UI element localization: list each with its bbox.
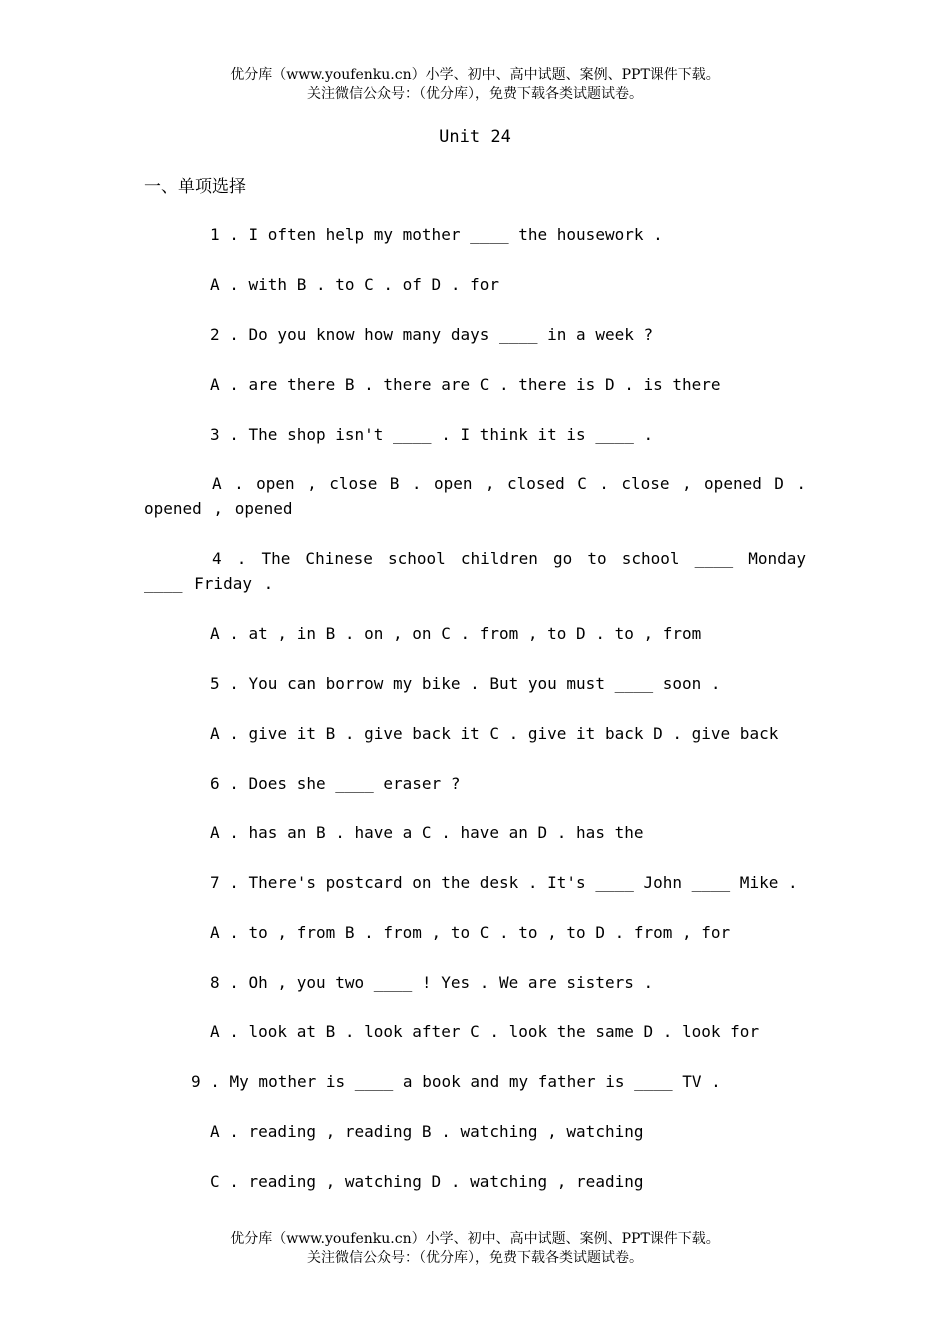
unit-title: Unit 24 xyxy=(439,127,511,147)
question-8: 8 . Oh , you two ____ ! Yes . We are sisters . xyxy=(210,973,654,992)
header-line-2: 关注微信公众号：（优分库），免费下载各类试题试卷。 xyxy=(307,86,643,102)
question-9: 9 . My mother is ____ a book and my father is ____ TV . xyxy=(191,1072,721,1091)
question-3: 3 . The shop isn't ____ . I think it is ____ . xyxy=(210,425,654,444)
question-2: 2 . Do you know how many days ____ in a week ? xyxy=(210,325,654,344)
options-1: A . with B . to C . of D . for xyxy=(210,275,499,294)
question-5: 5 . You can borrow my bike . But you must ____ soon . xyxy=(210,674,721,693)
question-7: 7 . There's postcard on the desk . It's ____ John ____ Mike . xyxy=(210,873,798,892)
question-6: 6 . Does she ____ eraser ? xyxy=(210,774,461,793)
options-9: A . reading , reading B . watching , watching xyxy=(210,1122,644,1141)
footer-line-1: 优分库（www.youfenku.cn）小学、初中、高中试题、案例、PPT课件下载。 xyxy=(230,1231,720,1247)
footer-line-2: 关注微信公众号：（优分库），免费下载各类试题试卷。 xyxy=(307,1250,643,1266)
header-line-1: 优分库（www.youfenku.cn）小学、初中、高中试题、案例、PPT课件下载。 xyxy=(230,67,720,83)
options-6: A . has an B . have a C . have an D . has the xyxy=(210,823,644,842)
question-4: 4 . The Chinese school children go to school ____ Monday ____ Friday . xyxy=(144,549,806,593)
options-8: A . look at B . look after C . look the same D . look for xyxy=(210,1022,760,1041)
page-header xyxy=(0,66,950,104)
options-5: A . give it B . give back it C . give it back D . give back xyxy=(210,724,779,743)
section-title: 一、单项选择 xyxy=(144,177,246,197)
options-3: A . open , close B . open , closed C . close , opened D . opened , opened xyxy=(144,474,806,518)
options-7: A . to , from B . from , to C . to , to D . from , for xyxy=(210,923,731,942)
options-2: A . are there B . there are C . there is D . is there xyxy=(210,375,721,394)
question-1: 1 . I often help my mother ____ the housework . xyxy=(210,225,663,244)
options-9-continued: C . reading , watching D . watching , reading xyxy=(210,1172,644,1191)
page-footer xyxy=(0,1230,950,1268)
options-4: A . at , in B . on , on C . from , to D . to , from xyxy=(210,624,702,643)
